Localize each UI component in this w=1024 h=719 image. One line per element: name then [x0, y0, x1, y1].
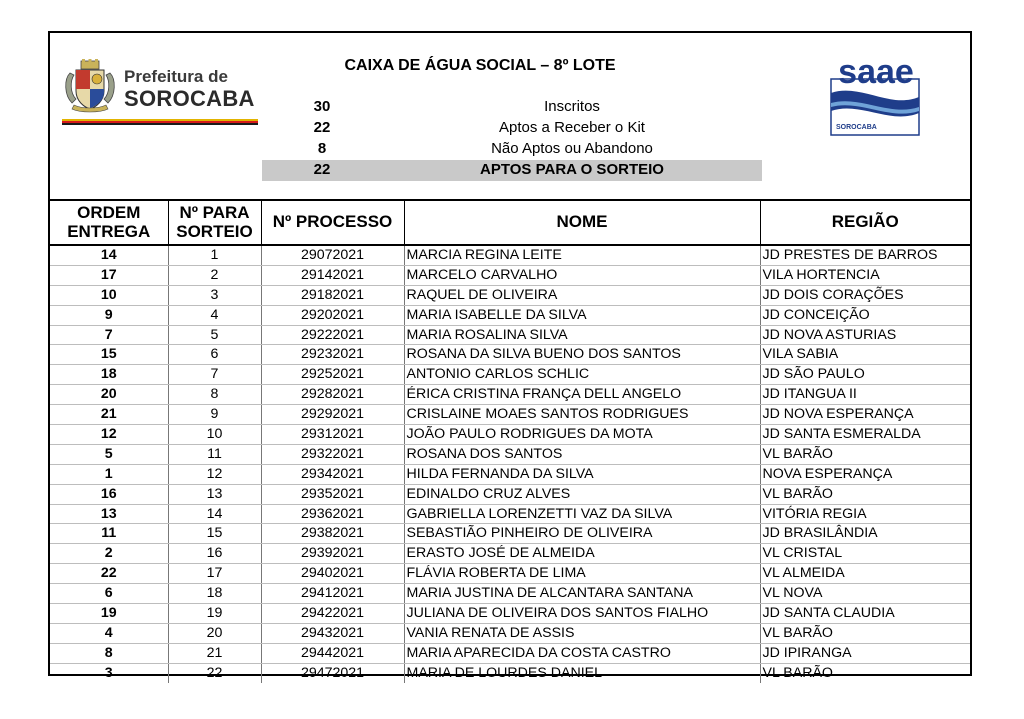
regiao-cell: VL BARÃO — [760, 484, 970, 504]
ordem-entrega-cell: 19 — [50, 604, 168, 624]
summary-label: Não Aptos ou Abandono — [491, 140, 653, 157]
ordem-entrega-cell: 12 — [50, 425, 168, 445]
summary-row-nao-aptos — [262, 139, 762, 160]
numero-sorteio-cell: 3 — [168, 285, 261, 305]
numero-sorteio-cell: 7 — [168, 365, 261, 385]
ordem-entrega-cell: 22 — [50, 564, 168, 584]
processo-cell: 29342021 — [261, 464, 404, 484]
table-row — [50, 305, 970, 325]
nome-cell: ROSANA DA SILVA BUENO DOS SANTOS — [404, 345, 760, 365]
numero-sorteio-cell: 4 — [168, 305, 261, 325]
document-frame — [48, 31, 972, 681]
processo-cell: 29142021 — [261, 265, 404, 285]
numero-sorteio-cell: 15 — [168, 524, 261, 544]
table-row — [50, 484, 970, 504]
regiao-cell: JD SANTA CLAUDIA — [760, 604, 970, 624]
table-row — [50, 325, 970, 345]
processo-cell: 29352021 — [261, 484, 404, 504]
regiao-cell: VL NOVA — [760, 584, 970, 604]
lottery-table — [50, 199, 970, 683]
ordem-entrega-cell: 4 — [50, 623, 168, 643]
table-row — [50, 245, 970, 265]
ordem-entrega-cell: 7 — [50, 325, 168, 345]
processo-cell: 29222021 — [261, 325, 404, 345]
processo-cell: 29412021 — [261, 584, 404, 604]
table-row — [50, 524, 970, 544]
processo-cell: 29292021 — [261, 405, 404, 425]
processo-cell: 29322021 — [261, 444, 404, 464]
header-ordem-entrega: ORDEM ENTREGA — [50, 199, 168, 245]
table-row — [50, 504, 970, 524]
regiao-cell: JD ITANGUA II — [760, 385, 970, 405]
processo-cell: 29402021 — [261, 564, 404, 584]
table-row — [50, 584, 970, 604]
regiao-cell: NOVA ESPERANÇA — [760, 464, 970, 484]
nome-cell: FLÁVIA ROBERTA DE LIMA — [404, 564, 760, 584]
table-row — [50, 425, 970, 445]
numero-sorteio-cell: 9 — [168, 405, 261, 425]
regiao-cell: JD BRASILÂNDIA — [760, 524, 970, 544]
ordem-entrega-cell: 3 — [50, 663, 168, 682]
nome-cell: MARIA ISABELLE DA SILVA — [404, 305, 760, 325]
prefeitura-line1: Prefeitura de — [124, 67, 228, 86]
summary-label: Aptos a Receber o Kit — [499, 119, 645, 136]
coat-of-arms-icon — [62, 59, 118, 115]
saae-logo-text: saae — [838, 53, 914, 91]
processo-cell: 29362021 — [261, 504, 404, 524]
processo-cell: 29312021 — [261, 425, 404, 445]
numero-sorteio-cell: 11 — [168, 444, 261, 464]
table-row — [50, 405, 970, 425]
numero-sorteio-cell: 12 — [168, 464, 261, 484]
processo-cell: 29282021 — [261, 385, 404, 405]
nome-cell: VANIA RENATA DE ASSIS — [404, 623, 760, 643]
numero-sorteio-cell: 18 — [168, 584, 261, 604]
table-row — [50, 663, 970, 682]
regiao-cell: VILA SABIA — [760, 345, 970, 365]
table-row — [50, 604, 970, 624]
header-processo: Nº PROCESSO — [261, 199, 404, 245]
ordem-entrega-cell: 17 — [50, 265, 168, 285]
flag-stripes — [62, 119, 258, 126]
nome-cell: MARIA DE LOURDES DANIEL — [404, 663, 760, 682]
numero-sorteio-cell: 22 — [168, 663, 261, 682]
summary-row-aptos-kit — [262, 118, 762, 139]
processo-cell: 29232021 — [261, 345, 404, 365]
header-numero-sorteio: Nº PARA SORTEIO — [168, 199, 261, 245]
regiao-cell: VITÓRIA REGIA — [760, 504, 970, 524]
regiao-cell: JD IPIRANGA — [760, 643, 970, 663]
nome-cell: ÉRICA CRISTINA FRANÇA DELL ANGELO — [404, 385, 760, 405]
processo-cell: 29182021 — [261, 285, 404, 305]
summary-count: 22 — [313, 161, 331, 178]
summary-label: APTOS PARA O SORTEIO — [480, 161, 664, 178]
ordem-entrega-cell: 2 — [50, 544, 168, 564]
saae-city-text: SOROCABA — [836, 124, 877, 131]
numero-sorteio-cell: 21 — [168, 643, 261, 663]
table-row — [50, 464, 970, 484]
nome-cell: JOÃO PAULO RODRIGUES DA MOTA — [404, 425, 760, 445]
processo-cell: 29432021 — [261, 623, 404, 643]
table-row — [50, 623, 970, 643]
regiao-cell: JD NOVA ESPERANÇA — [760, 405, 970, 425]
prefeitura-logo — [62, 57, 262, 127]
numero-sorteio-cell: 19 — [168, 604, 261, 624]
processo-cell: 29252021 — [261, 365, 404, 385]
ordem-entrega-cell: 18 — [50, 365, 168, 385]
numero-sorteio-cell: 6 — [168, 345, 261, 365]
ordem-entrega-cell: 14 — [50, 245, 168, 265]
regiao-cell: JD DOIS CORAÇÕES — [760, 285, 970, 305]
numero-sorteio-cell: 5 — [168, 325, 261, 345]
processo-cell: 29072021 — [261, 245, 404, 265]
processo-cell: 29422021 — [261, 604, 404, 624]
nome-cell: MARCELO CARVALHO — [404, 265, 760, 285]
numero-sorteio-cell: 1 — [168, 245, 261, 265]
nome-cell: EDINALDO CRUZ ALVES — [404, 484, 760, 504]
regiao-cell: VL ALMEIDA — [760, 564, 970, 584]
summary-count: 30 — [313, 98, 331, 115]
numero-sorteio-cell: 17 — [168, 564, 261, 584]
numero-sorteio-cell: 2 — [168, 265, 261, 285]
numero-sorteio-cell: 10 — [168, 425, 261, 445]
table-row — [50, 285, 970, 305]
nome-cell: SEBASTIÃO PINHEIRO DE OLIVEIRA — [404, 524, 760, 544]
header-nome: NOME — [404, 199, 760, 245]
table-row — [50, 643, 970, 663]
regiao-cell: VL BARÃO — [762, 664, 833, 681]
nome-cell: ROSANA DOS SANTOS — [404, 444, 760, 464]
ordem-entrega-cell: 9 — [50, 305, 168, 325]
numero-sorteio-cell: 13 — [168, 484, 261, 504]
nome-cell: JULIANA DE OLIVEIRA DOS SANTOS FIALHO — [404, 604, 760, 624]
ordem-entrega-cell: 15 — [50, 345, 168, 365]
table-row — [50, 444, 970, 464]
table-row — [50, 385, 970, 405]
table-header-row — [50, 199, 970, 245]
regiao-cell: VILA HORTENCIA — [760, 265, 970, 285]
processo-cell: 29392021 — [261, 544, 404, 564]
table-row — [50, 265, 970, 285]
regiao-cell: JD PRESTES DE BARROS — [760, 245, 970, 265]
nome-cell: ERASTO JOSÉ DE ALMEIDA — [404, 544, 760, 564]
nome-cell: CRISLAINE MOAES SANTOS RODRIGUES — [404, 405, 760, 425]
document-title: CAIXA DE ÁGUA SOCIAL – 8º LOTE — [344, 57, 616, 74]
summary-count: 8 — [317, 140, 327, 157]
summary-row-aptos-sorteio — [262, 160, 762, 181]
ordem-entrega-cell: 13 — [50, 504, 168, 524]
nome-cell: RAQUEL DE OLIVEIRA — [404, 285, 760, 305]
regiao-cell: JD CONCEIÇÃO — [760, 305, 970, 325]
summary-count: 22 — [313, 119, 331, 136]
numero-sorteio-cell: 14 — [168, 504, 261, 524]
regiao-cell: JD SÃO PAULO — [760, 365, 970, 385]
ordem-entrega-cell: 1 — [50, 464, 168, 484]
prefeitura-line2: SOROCABA — [124, 86, 255, 111]
ordem-entrega-cell: 21 — [50, 405, 168, 425]
regiao-cell: JD SANTA ESMERALDA — [760, 425, 970, 445]
ordem-entrega-cell: 11 — [50, 524, 168, 544]
summary-block — [262, 97, 762, 181]
table-row — [50, 365, 970, 385]
nome-cell: MARIA JUSTINA DE ALCANTARA SANTANA — [404, 584, 760, 604]
table-row — [50, 345, 970, 365]
numero-sorteio-cell: 16 — [168, 544, 261, 564]
summary-row-inscritos — [262, 97, 762, 118]
regiao-cell: VL BARÃO — [760, 623, 970, 643]
ordem-entrega-cell: 6 — [50, 584, 168, 604]
regiao-cell: VL BARÃO — [760, 444, 970, 464]
processo-cell: 29472021 — [261, 663, 404, 682]
table-row — [50, 564, 970, 584]
processo-cell: 29202021 — [261, 305, 404, 325]
nome-cell: GABRIELLA LORENZETTI VAZ DA SILVA — [404, 504, 760, 524]
numero-sorteio-cell: 8 — [168, 385, 261, 405]
saae-logo — [830, 53, 922, 141]
table-row — [50, 544, 970, 564]
processo-cell: 29382021 — [261, 524, 404, 544]
regiao-cell: VL CRISTAL — [760, 544, 970, 564]
nome-cell: ANTONIO CARLOS SCHLIC — [404, 365, 760, 385]
ordem-entrega-cell: 10 — [50, 285, 168, 305]
processo-cell: 29442021 — [261, 643, 404, 663]
ordem-entrega-cell: 20 — [50, 385, 168, 405]
document-header — [50, 33, 970, 201]
nome-cell: MARIA ROSALINA SILVA — [404, 325, 760, 345]
ordem-entrega-cell: 8 — [50, 643, 168, 663]
regiao-cell: JD NOVA ASTURIAS — [760, 325, 970, 345]
numero-sorteio-cell: 20 — [168, 623, 261, 643]
nome-cell: HILDA FERNANDA DA SILVA — [404, 464, 760, 484]
summary-label: Inscritos — [544, 98, 600, 115]
table-body — [50, 245, 970, 683]
nome-cell: MARIA APARECIDA DA COSTA CASTRO — [404, 643, 760, 663]
ordem-entrega-cell: 16 — [50, 484, 168, 504]
ordem-entrega-cell: 5 — [50, 444, 168, 464]
nome-cell: MARCIA REGINA LEITE — [404, 245, 760, 265]
header-regiao: REGIÃO — [760, 199, 970, 245]
